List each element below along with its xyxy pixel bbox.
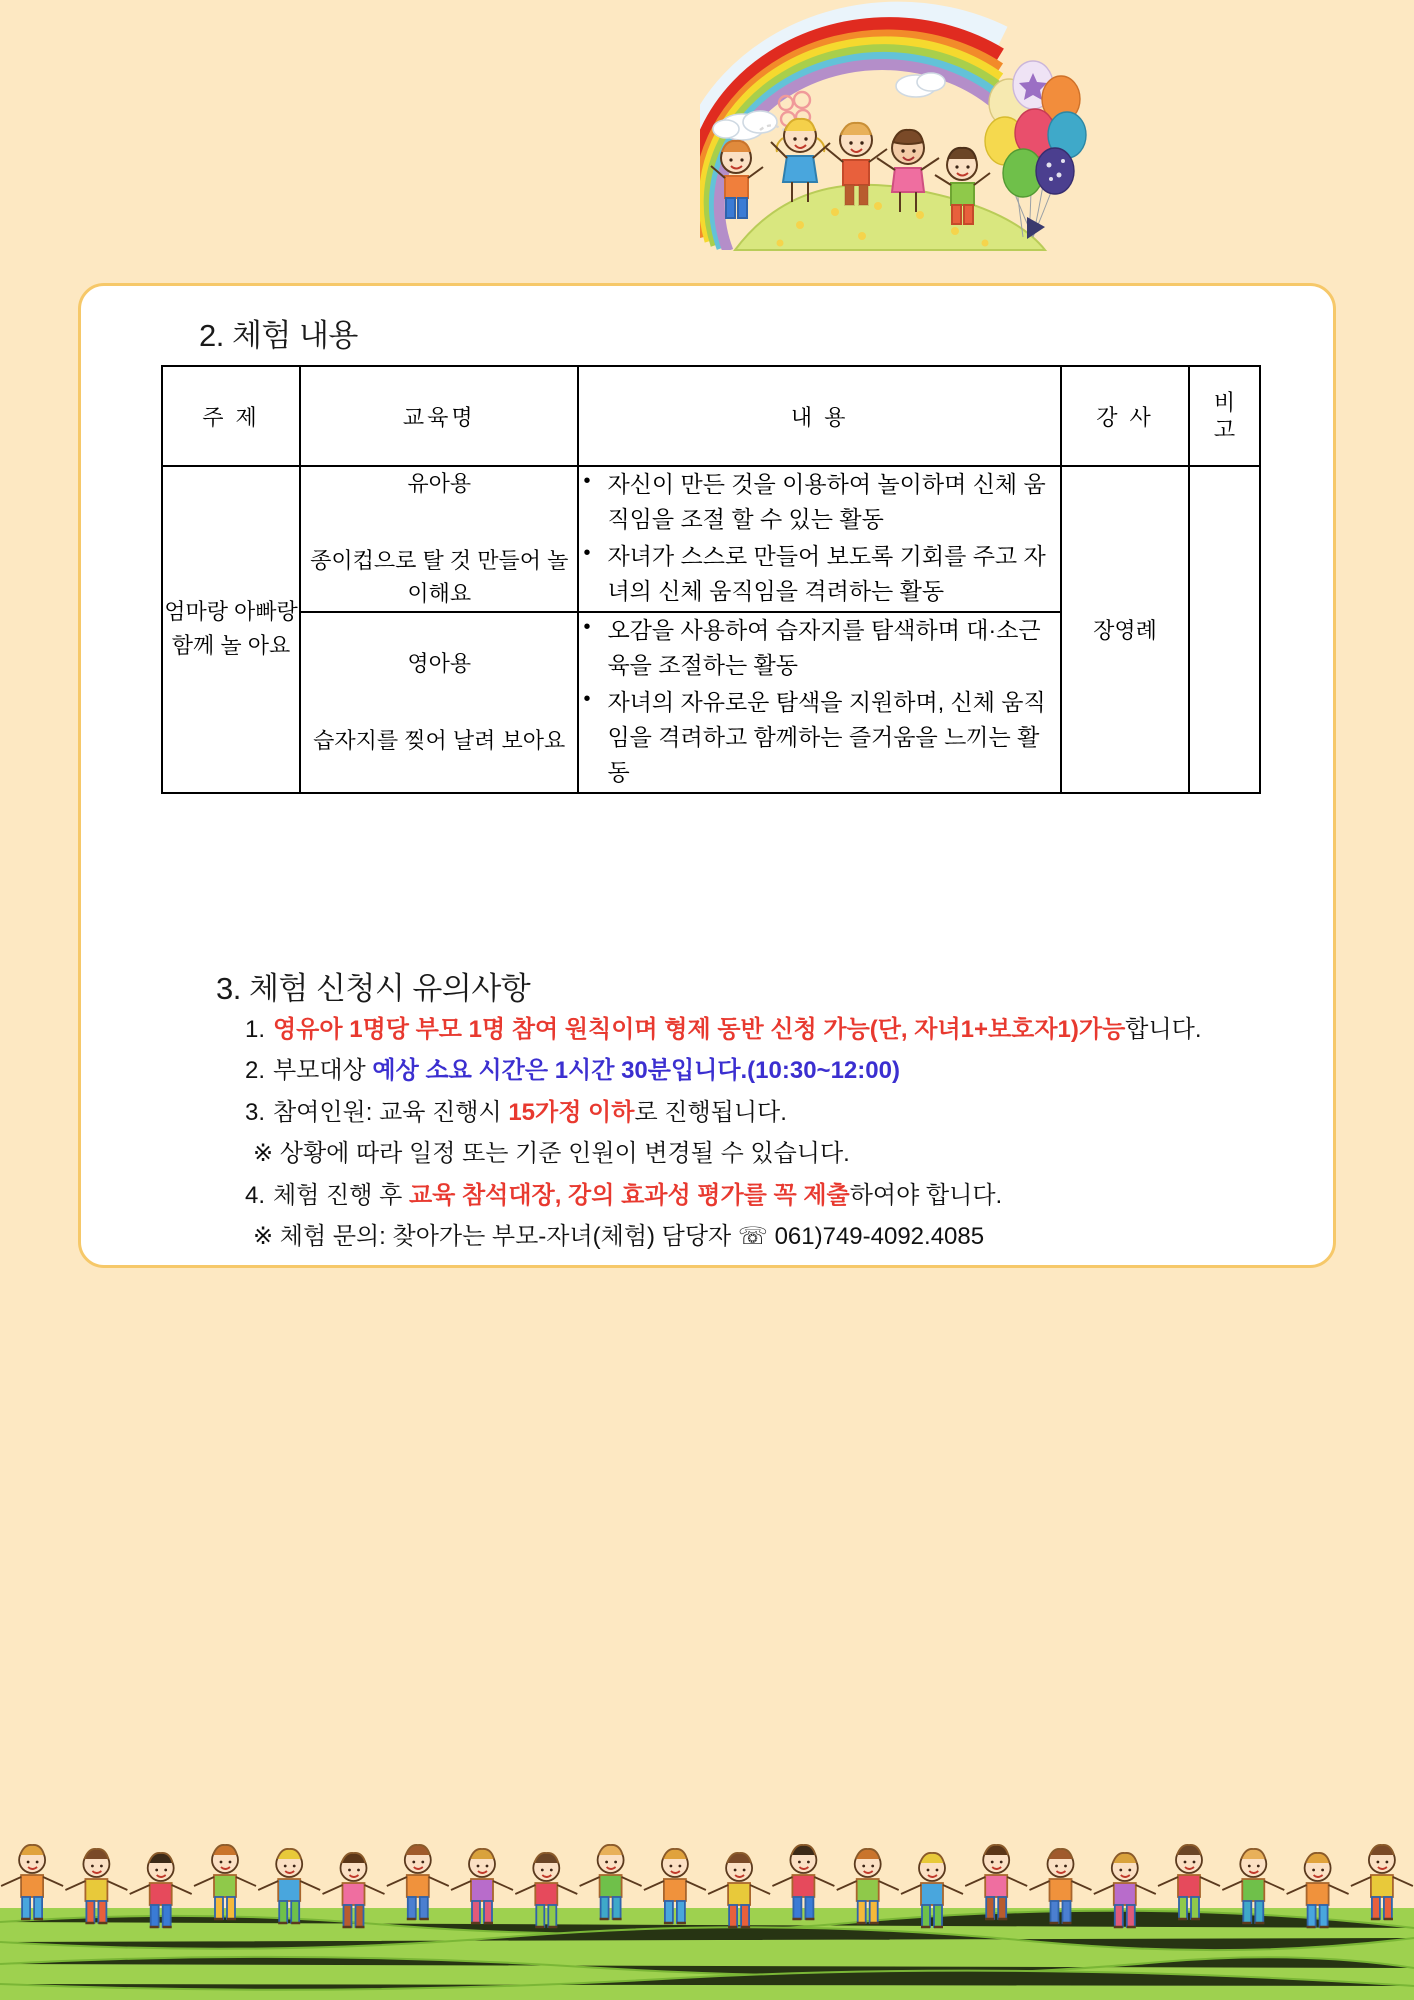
notice-number: 4.: [244, 1181, 265, 1209]
notice-text-segment: 참여인원: 교육 진행시: [273, 1098, 509, 1126]
table-header-row: [162, 366, 1260, 466]
header-note-char2: 고: [1213, 417, 1236, 442]
program-name-top-2: 영아용: [407, 651, 472, 677]
balloons-icon: [975, 55, 1095, 255]
rainbow-icon: [688, 19, 1000, 251]
notice-item: [231, 1136, 1311, 1172]
cell-note: [1189, 466, 1260, 793]
cell-program-name-2: [300, 612, 578, 793]
notice-text-segment: 합니다.: [1125, 1016, 1202, 1043]
notice-text-segment: ※ 체험 문의: 찾아가는 부모-자녀(체험) 담당자 ☏ 061)749-4092.4085: [253, 1223, 985, 1251]
header-program-name: 교육명: [300, 366, 578, 466]
cell-subject: 엄마랑 아빠랑 함께 놀 아요: [162, 466, 300, 793]
content-bullet-list-2: [579, 613, 1059, 790]
content-bullet-list-1: [579, 467, 1059, 609]
notice-number: 3.: [244, 1098, 265, 1126]
notice-text-segment: 15가정 이하: [508, 1098, 635, 1126]
program-name-top-1: 유아용: [407, 471, 472, 497]
program-name-sub-1: 종이컵으로 탈 것 만들어 놀이해요: [310, 548, 569, 607]
list-item: • 자녀의 자유로운 탐색을 지원하며, 신체 움직임을 격려하고 함께하는 즐거움을 느끼는 활동: [603, 685, 1059, 790]
cell-content-2: [578, 612, 1060, 793]
list-item: • 오감을 사용하여 습자지를 탐색하며 대·소근육을 조절하는 활동: [603, 613, 1059, 683]
experience-content-table: [161, 365, 1261, 794]
header-note: [1189, 366, 1260, 466]
notice-item: [231, 1178, 1311, 1214]
list-item: • 자녀가 스스로 만들어 보도록 기회를 주고 자녀의 신체 움직임을 격려하는 활동: [603, 539, 1059, 609]
children-icon: [711, 119, 990, 224]
notice-text-segment: 교육 참석대장, 강의 효과성 평가를 꼭 제출: [408, 1181, 850, 1209]
grass-icon: [0, 1908, 1414, 2000]
program-name-sub-2: 습자지를 찢어 날려 보아요: [313, 728, 566, 754]
notice-text-segment: ※ 상황에 따라 일정 또는 기준 인원이 변경될 수 있습니다.: [253, 1140, 850, 1168]
notice-text-segment: 예상 소요 시간은 1시간 30분입니다.(10:30~12:00): [372, 1057, 900, 1085]
notice-text-segment: 부모대상: [273, 1057, 373, 1085]
header-content: 내 용: [578, 366, 1060, 466]
notice-number: 1.: [244, 1016, 265, 1043]
header-subject: 주 제: [162, 366, 300, 466]
main-content-panel: [78, 283, 1336, 1268]
notice-text-segment: 영유아 1명당 부모 1명 참여 원칙이며 형제 동반 신청 가능(단, 자녀1+보호자1)가능: [273, 1016, 1126, 1043]
list-item: • 자신이 만든 것을 이용하여 놀이하며 신체 움직임을 조절 할 수 있는 활동: [603, 467, 1059, 537]
section-title-experience-content: 2. 체험 내용: [199, 318, 358, 353]
cell-program-name-1: [300, 466, 578, 612]
butterfly-icon: [760, 92, 810, 131]
header-note-char1: 비: [1213, 389, 1236, 415]
table-row: [162, 466, 1260, 612]
header-instructor: 강 사: [1061, 366, 1189, 466]
notice-item: [231, 1095, 1311, 1131]
cell-content-1: [578, 466, 1060, 612]
notice-item: [231, 1012, 1311, 1048]
notice-number: 2.: [244, 1057, 265, 1085]
section-title-notices: 3. 체험 신청시 유의사항: [216, 971, 531, 1006]
notice-item: [231, 1053, 1311, 1089]
notice-text-segment: 체험 진행 후: [273, 1181, 409, 1209]
notice-item: [231, 1219, 1311, 1255]
cloud-icon: [713, 73, 945, 140]
notice-list: [231, 1012, 1311, 1261]
cell-instructor: 장영례: [1061, 466, 1189, 793]
top-decoration: [0, 0, 1414, 290]
notice-text-segment: 로 진행됩니다.: [634, 1098, 787, 1126]
bottom-decoration: [0, 1740, 1414, 2000]
notice-text-segment: 하여야 합니다.: [849, 1181, 1003, 1209]
